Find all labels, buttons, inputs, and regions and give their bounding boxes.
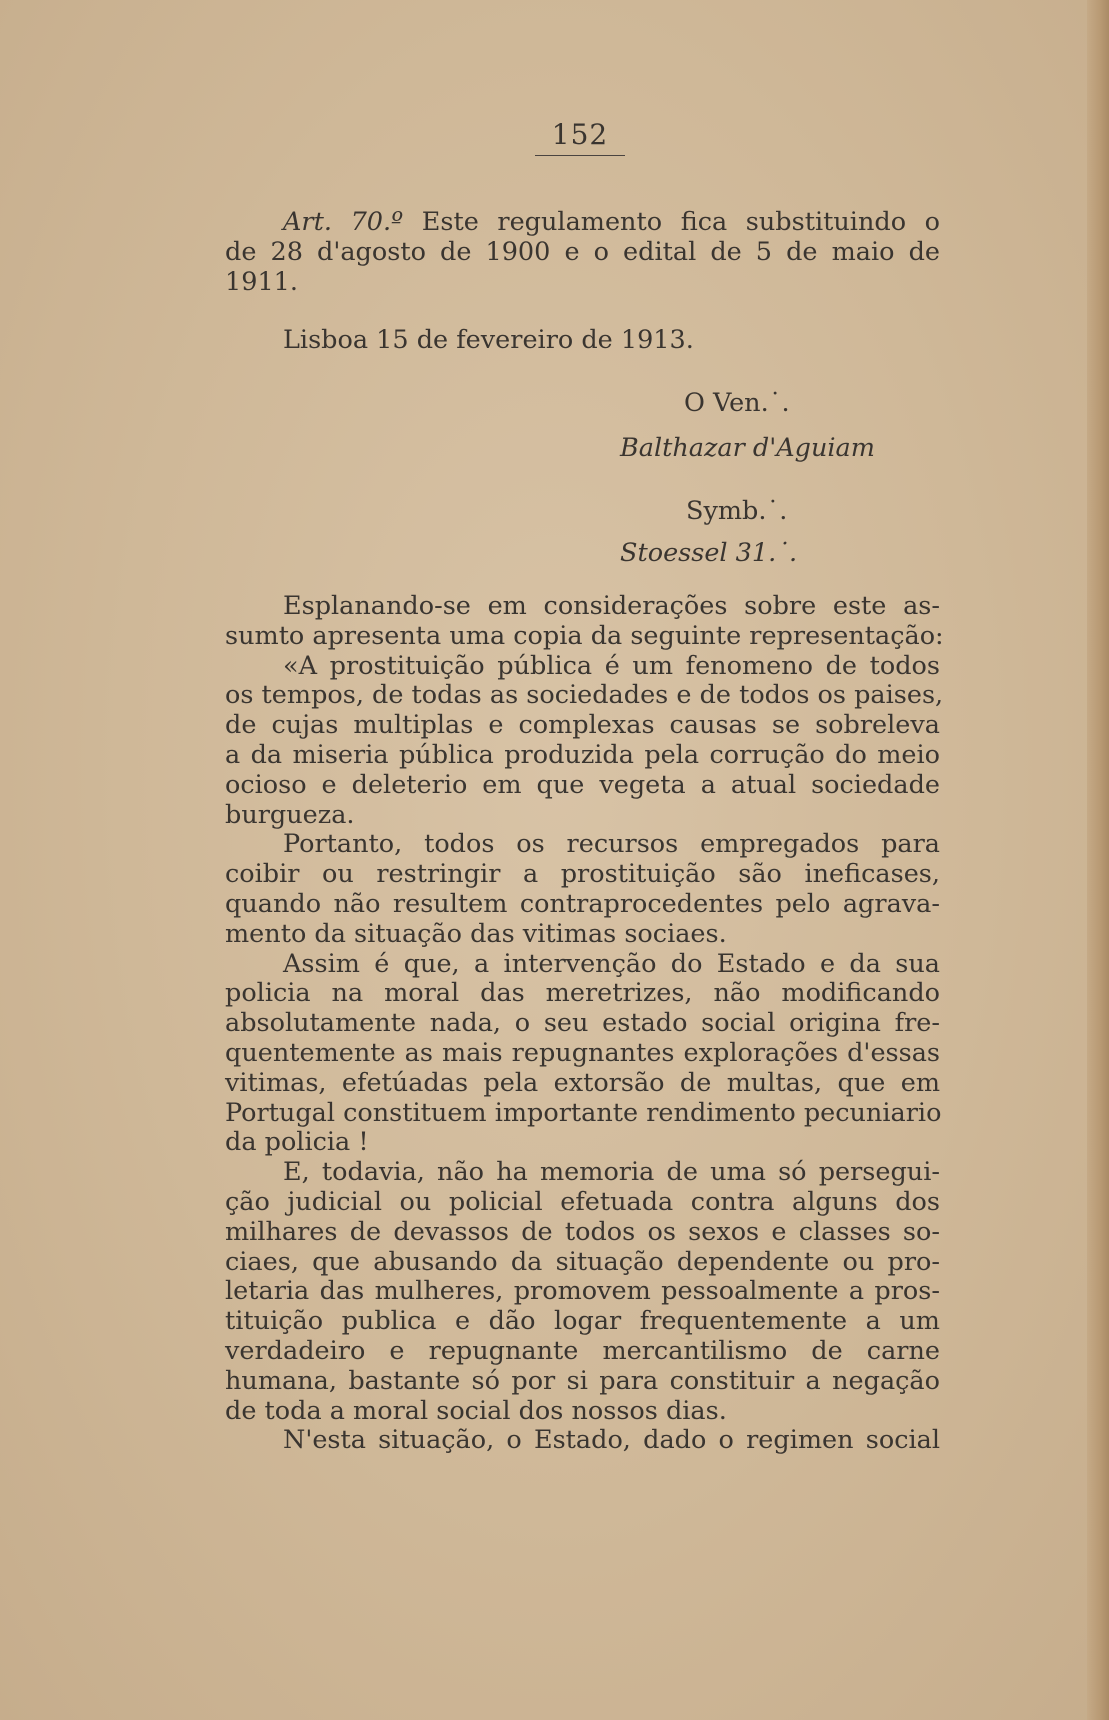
body-line: a da miseria pública produzida pela corrução do meio — [225, 739, 940, 770]
body-text — [225, 591, 944, 1456]
body-line: mento da situação das vitimas sociaes. — [225, 918, 727, 949]
body-line: coibir ou restringir a prostituição são ineficases, — [225, 859, 940, 890]
body-line: quando não resultem contraprocedentes pelo agrava- — [225, 888, 940, 919]
body-line: humana, bastante só por si para constituir a negação — [225, 1365, 940, 1396]
body-line: vitimas, efetúadas pela extorsão de multas, que em — [225, 1067, 940, 1098]
body-line: os tempos, de todas as sociedades e de todos os paises, — [225, 680, 944, 711]
body-line: da policia ! — [225, 1127, 369, 1158]
body-line: «A prostituição pública é um fenomeno de todos — [283, 650, 940, 681]
body-line: N'esta situação, o Estado, dado o regimen social — [283, 1425, 940, 1456]
body-line: Assim é que, a intervenção do Estado e da sua — [283, 948, 940, 979]
body-line: burgueza. — [225, 799, 355, 830]
body-line: ciaes, que abusando da situação dependente ou pro- — [225, 1246, 940, 1277]
signature-title-1: O Ven.˙. — [684, 388, 790, 418]
body-line: letaria das mulheres, promovem pessoalmente a pros- — [225, 1276, 940, 1307]
signature-name-2: Stoessel 31.˙. — [620, 538, 798, 568]
article-label: Art. 70.º — [283, 207, 404, 237]
signature-name-1: Balthazar d'Aguiam — [620, 433, 875, 463]
page-number: 152 — [535, 118, 625, 156]
body-line: sumto apresenta uma copia da seguinte representação: — [225, 620, 944, 651]
body-line: Esplanando-se em considerações sobre este as- — [283, 591, 940, 621]
body-line: quentemente as mais repugnantes explorações d'essas — [225, 1037, 940, 1068]
article-paragraph — [225, 208, 940, 297]
body-line: Portugal constituem importante rendimento pecuniario — [225, 1097, 942, 1128]
signature-title-2: Symb.˙. — [686, 496, 788, 526]
body-line: tituição publica e dão logar frequentemente a um — [225, 1306, 940, 1337]
body-line: ção judicial ou policial efetuada contra alguns dos — [225, 1186, 940, 1217]
body-line: absolutamente nada, o seu estado social origina fre- — [225, 1008, 940, 1039]
article-text: Este regulamento fica substituindo o — [421, 207, 941, 237]
body-line: Portanto, todos os recursos empregados para — [283, 829, 940, 860]
page-edge — [1087, 0, 1109, 1720]
body-line: milhares de devassos de todos os sexos e classes so- — [225, 1216, 940, 1247]
article-line-3: 1911. — [225, 266, 299, 297]
body-line: E, todavia, não ha memoria de uma só persegui- — [283, 1157, 940, 1188]
body-line: ocioso e deleterio em que vegeta a atual sociedade — [225, 769, 940, 800]
body-line: policia na moral das meretrizes, não modificando — [225, 978, 940, 1009]
body-line: verdadeiro e repugnante mercantilismo de carne — [225, 1335, 940, 1366]
article-line-2: de 28 d'agosto de 1900 e o edital de 5 de maio de — [225, 236, 940, 267]
article-line-1 — [225, 208, 940, 238]
body-line: de cujas multiplas e complexas causas se sobreleva — [225, 710, 940, 741]
body-line: de toda a moral social dos nossos dias. — [225, 1395, 727, 1426]
place-date: Lisboa 15 de fevereiro de 1913. — [283, 325, 694, 355]
